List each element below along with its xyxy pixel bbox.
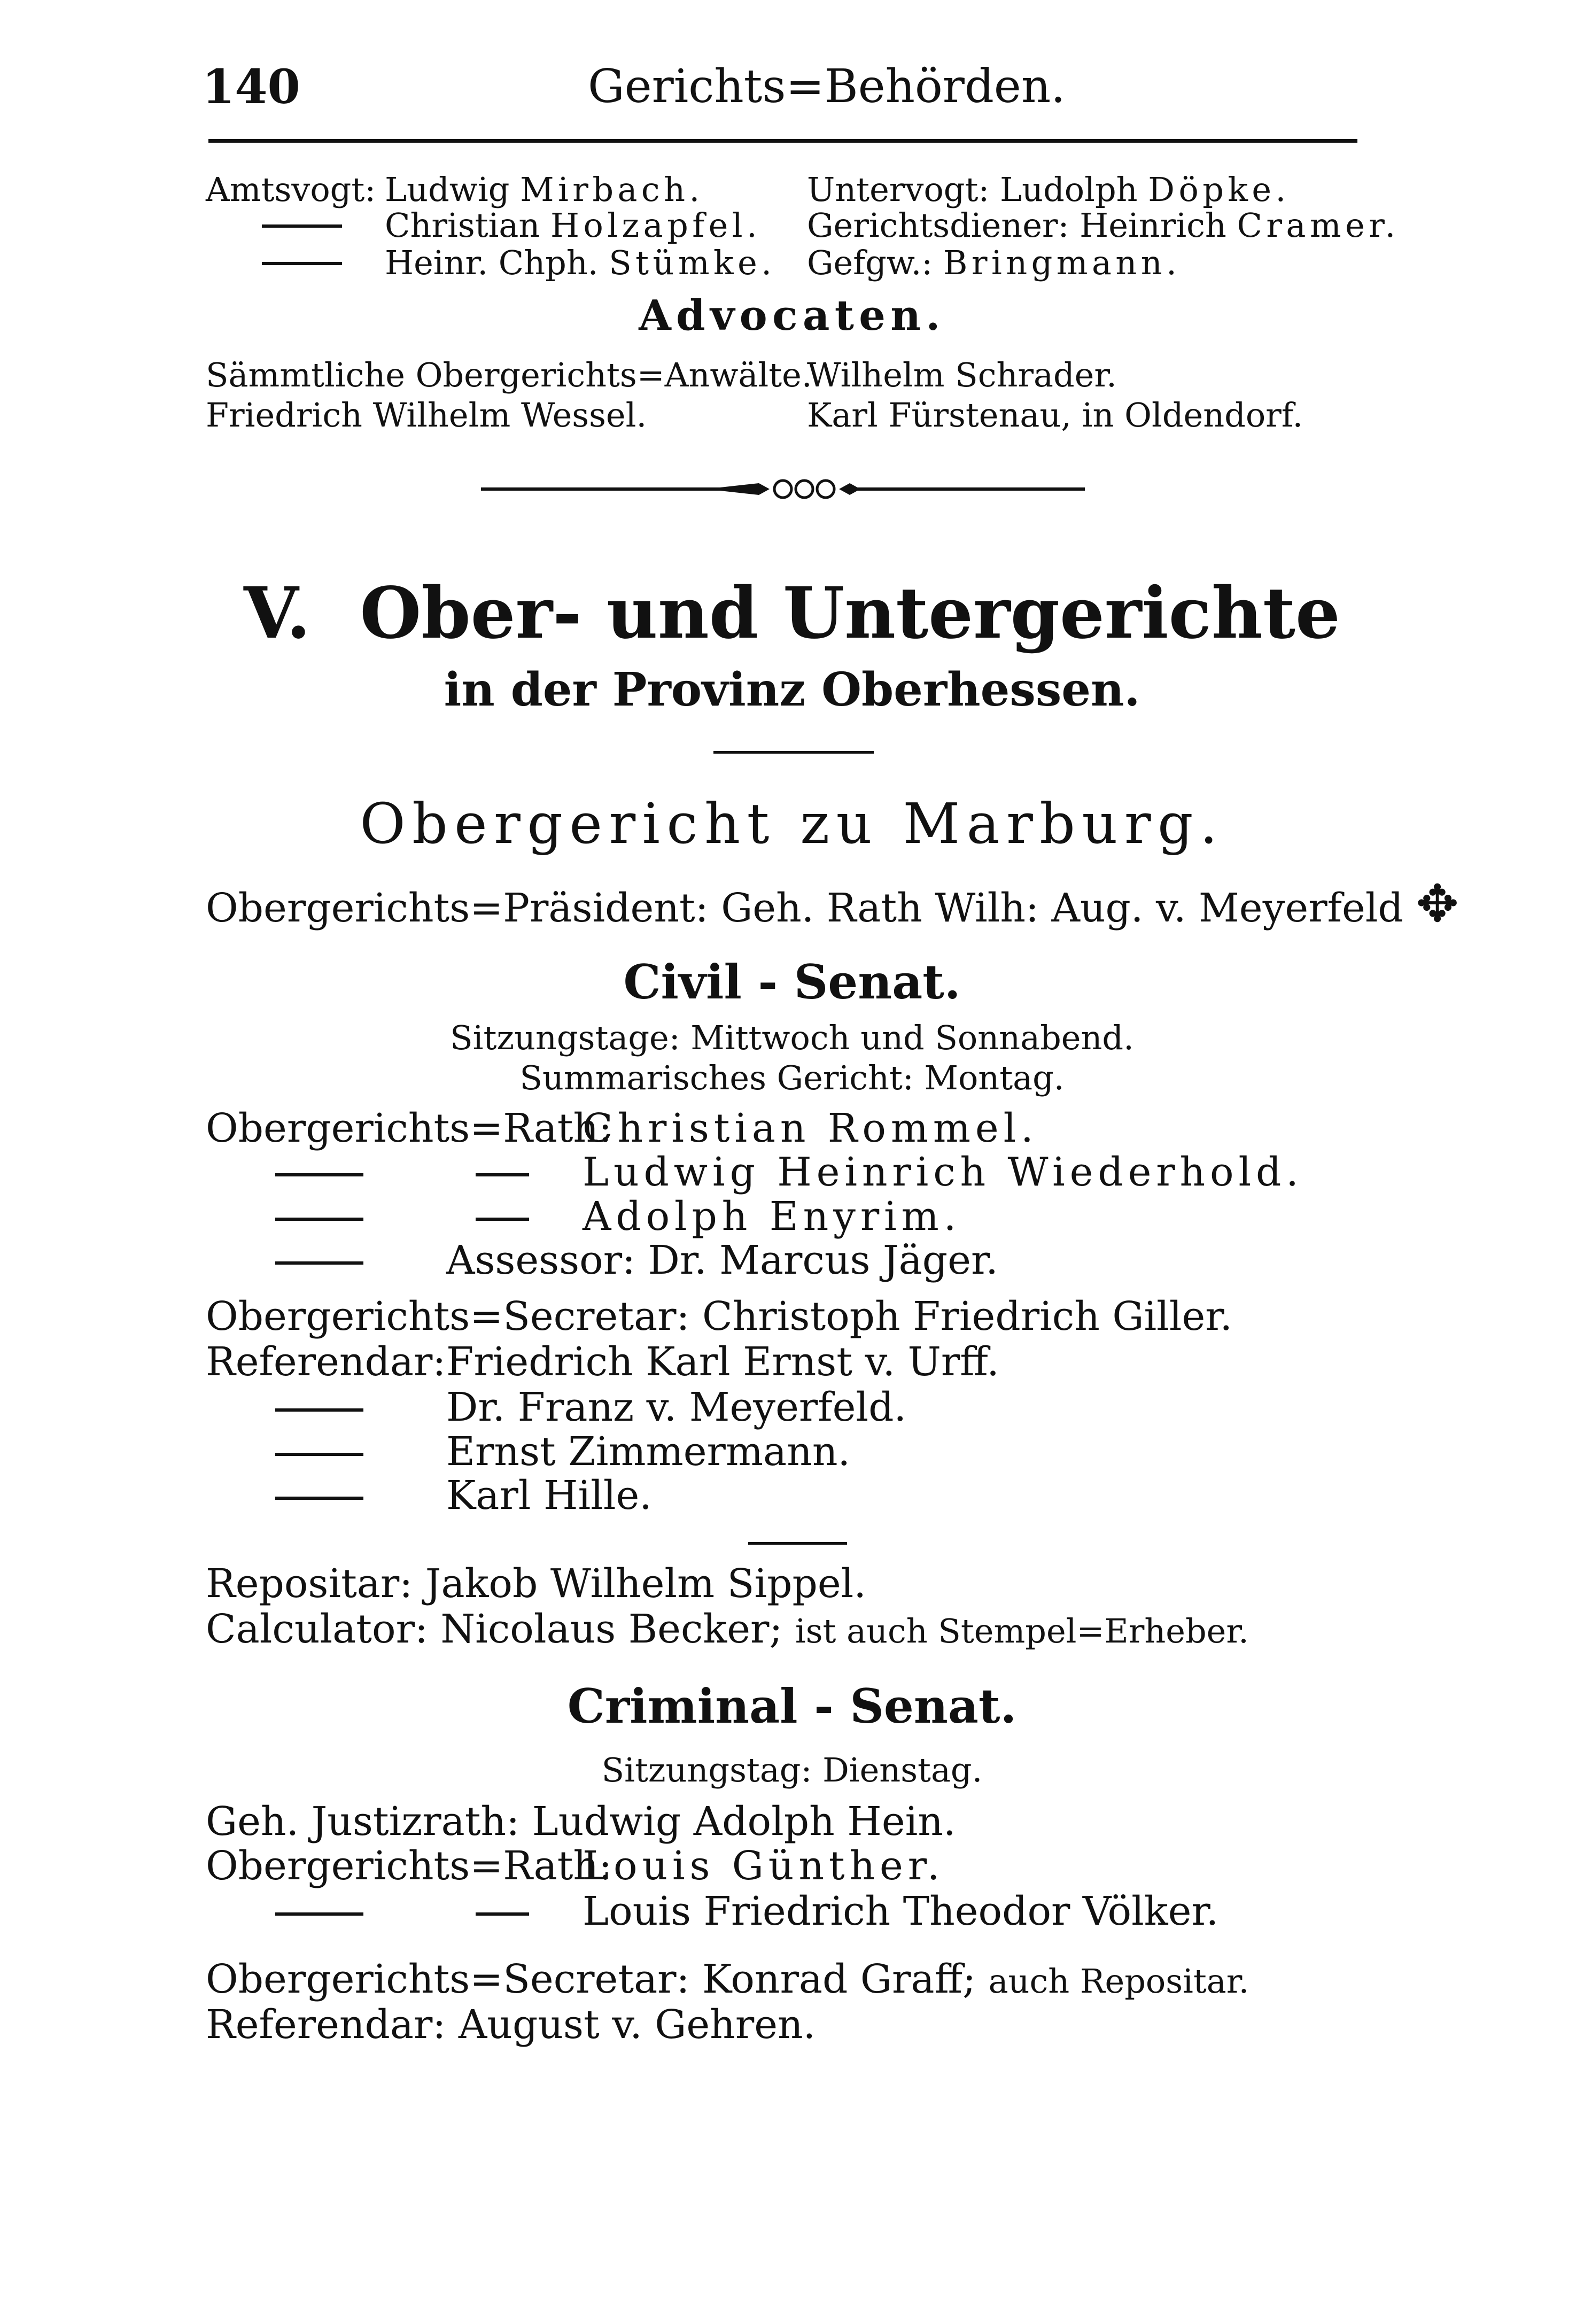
section-title: V. Ober- und Untergerichte [244, 572, 1340, 655]
referendar-name: Ernst Zimmermann. [446, 1429, 851, 1475]
block-rule [748, 1542, 847, 1545]
repositar-line: Repositar: Jakob Wilhelm Sippel. [206, 1561, 866, 1607]
ditto-dash [275, 1912, 363, 1916]
ornamental-divider [481, 470, 1085, 508]
ditto-dash [262, 262, 342, 265]
council-name: Christian Rommel. [583, 1105, 1038, 1151]
council-name: Adolph Enyrim. [583, 1194, 961, 1240]
ditto-dash [262, 224, 342, 228]
council-label: Obergerichts=Rath: [206, 1105, 612, 1151]
ditto-dash [275, 1497, 363, 1500]
official-entry: Gerichtsdiener: Heinrich Cramer. [807, 206, 1400, 245]
council-name: Louis Friedrich Theodor Völker. [583, 1888, 1219, 1934]
advocate-entry: Wilhelm Schrader. [807, 355, 1117, 394]
ditto-dash [275, 1408, 363, 1412]
page-number: 140 [202, 59, 300, 114]
advocate-entry: Friedrich Wilhelm Wessel. [206, 396, 647, 435]
advocates-heading: Advocaten. [639, 291, 945, 340]
official-label: Amtsvogt: [206, 170, 376, 209]
president-line: Obergerichts=Präsident: Geh. Rath Wilh: Aug. v. Meyerfeld ✥ [206, 874, 1459, 934]
section-subtitle: in der Provinz Oberhessen. [444, 663, 1140, 717]
running-title: Gerichts=Behörden. [588, 60, 1066, 113]
advocate-entry: Sämmtliche Obergerichts=Anwälte. [206, 355, 812, 394]
civil-senat-heading: Civil - Senat. [623, 954, 961, 1010]
calculator-line: Calculator: Nicolaus Becker; ist auch Stempel=Erheber. [206, 1606, 1249, 1652]
justice-line: Geh. Justizrath: Ludwig Adolph Hein. [206, 1799, 956, 1845]
criminal-senat-heading: Criminal - Senat. [567, 1678, 1017, 1734]
advocate-entry: Karl Fürstenau, in Oldendorf. [807, 396, 1303, 435]
official-entry: Gefgw.: Bringmann. [807, 243, 1181, 282]
civil-summary-court: Summarisches Gericht: Montag. [519, 1058, 1065, 1097]
referendar-name: Karl Hille. [446, 1473, 652, 1519]
secretary-line: Obergerichts=Secretar: Christoph Friedrich Giller. [206, 1293, 1233, 1339]
council-label: Obergerichts=Rath: [206, 1843, 612, 1889]
ditto-dash [275, 1218, 363, 1221]
referendar-name: Friedrich Karl Ernst v. Urff. [446, 1339, 999, 1385]
official-name: Christian Holzapfel. [385, 206, 762, 245]
referendar-line: Referendar: August v. Gehren. [206, 2002, 816, 2048]
council-name: Ludwig Heinrich Wiederhold. [583, 1149, 1303, 1195]
ornament-star-icon: ✥ [1416, 874, 1459, 934]
referendar-name: Dr. Franz v. Meyerfeld. [446, 1384, 906, 1430]
official-entry: Untervogt: Ludolph Döpke. [807, 170, 1290, 209]
court-title: Obergericht zu Marburg. [360, 791, 1224, 856]
ditto-dash [476, 1912, 529, 1916]
referendar-label: Referendar: [206, 1339, 446, 1385]
council-name: Louis Günther. [583, 1843, 945, 1889]
criminal-session-day: Sitzungstag: Dienstag. [601, 1750, 983, 1790]
ditto-dash [275, 1173, 363, 1176]
ditto-dash [275, 1261, 363, 1265]
official-name: Heinr. Chph. Stümke. [385, 243, 776, 282]
assessor-line: Assessor: Dr. Marcus Jäger. [446, 1237, 998, 1283]
header-rule [208, 139, 1357, 143]
ditto-dash [476, 1218, 529, 1221]
civil-session-days: Sitzungstage: Mittwoch und Sonnabend. [450, 1018, 1134, 1057]
ditto-dash [476, 1173, 529, 1176]
secretary-line: Obergerichts=Secretar: Konrad Graff; auch Repositar. [206, 1956, 1249, 2002]
section-rule [713, 751, 874, 754]
official-name: Ludwig Mirbach. [385, 170, 704, 209]
ditto-dash [275, 1453, 363, 1456]
